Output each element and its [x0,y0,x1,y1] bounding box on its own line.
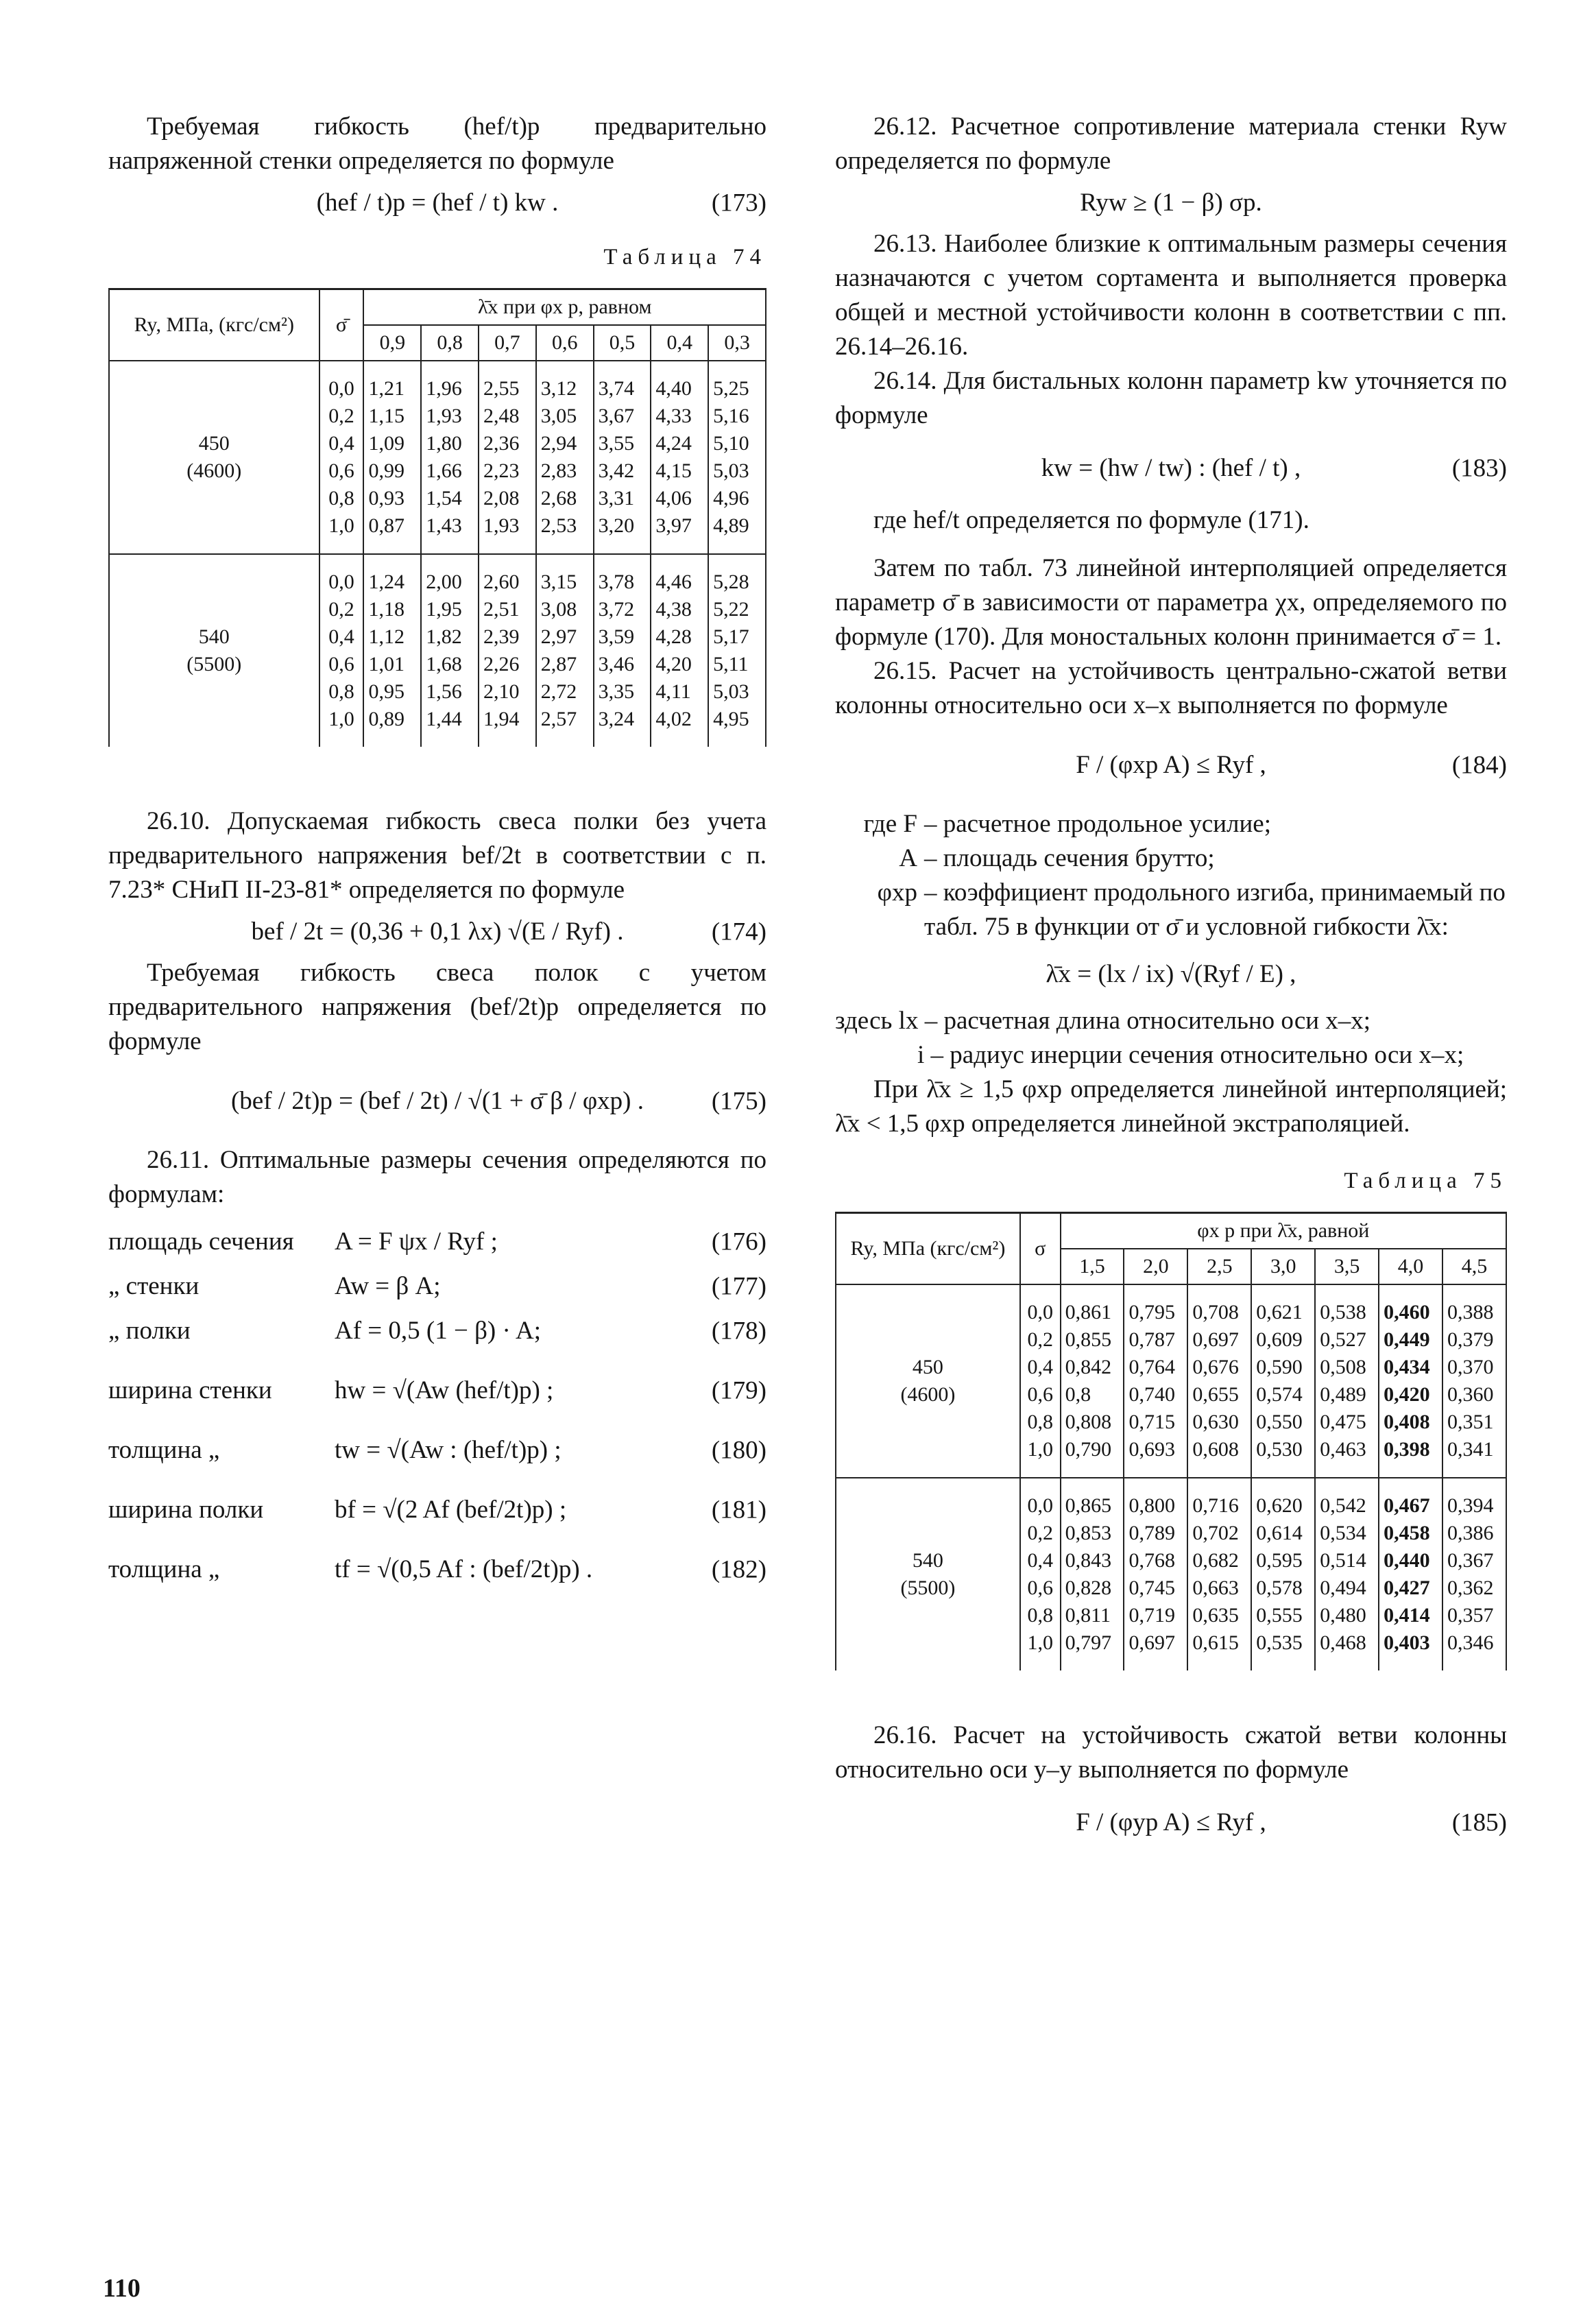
formula-ryw-expr: Ryw ≥ (1 − β) σp. [1080,189,1262,217]
formula-label: толщина „ [108,1436,220,1464]
formula-173-lhs: (hef / t)p [316,189,406,217]
table-74-caption: Таблица 74 [603,245,766,269]
formula-expr: tf = √(0,5 Af : (bef/2t)p) . [335,1555,593,1583]
table-cell: 0,865 0,853 0,843 0,828 0,811 0,797 [1061,1478,1124,1670]
formula-number: (180) [711,1436,766,1464]
formula-184-expr: F / (φxp A) ≤ Ryf , [1076,751,1266,779]
table-75-col: 4,5 [1442,1249,1506,1284]
table-cell-sigma: 0,0 0,2 0,4 0,6 0,8 1,0 [319,554,364,747]
table-cell: 0,467 0,458 0,440 0,427 0,414 0,403 [1379,1478,1442,1670]
formula-180 [108,1435,766,1465]
table-74-header-ry: Ry, МПа, (кгс/см²) [109,289,319,361]
formula-number: (176) [711,1227,766,1256]
definition-symbol: A [899,844,917,872]
table-cell: 3,78 3,72 3,59 3,46 3,35 3,24 [594,554,651,747]
formula-183-number: (183) [1451,454,1507,482]
formula-label: „ стенки [108,1272,200,1300]
table-74-header-lambda: λ̄x при φx p, равном [363,289,766,326]
formula-number: (182) [711,1555,766,1583]
formula-181 [108,1495,766,1524]
formula-expr: hw = √(Aw (hef/t)p) ; [335,1376,554,1404]
table-cell-sigma: 0,0 0,2 0,4 0,6 0,8 1,0 [1020,1478,1061,1670]
formula-184-number: (184) [1451,751,1507,779]
formula-175-number: (175) [711,1087,766,1115]
left-column [108,110,766,1614]
formula-lambda-expr: λ̄x = (lx / ix) √(Ryf / E) , [1046,960,1296,988]
table-cell: 3,15 3,08 2,97 2,87 2,72 2,57 [536,554,594,747]
table-cell-ry: 540 (5500) [836,1478,1020,1670]
table-cell-ry: 450 (4600) [836,1284,1020,1478]
formula-182 [108,1555,766,1584]
formula-184 [835,750,1507,780]
table-cell-ry: 540 (5500) [109,554,319,747]
right-column [835,110,1507,1858]
formula-185 [835,1808,1507,1837]
table-cell-ry: 450 (4600) [109,361,319,554]
table-74-header-sigma: σ̄ [319,289,364,361]
table-cell: 0,542 0,534 0,514 0,494 0,480 0,468 [1315,1478,1379,1670]
intro-paragraph: Требуемая гибкость (hef/t)p предварительно напряженной стенки определяется по формуле [108,112,766,175]
definition-item [835,807,1507,841]
table-cell: 0,460 0,449 0,434 0,420 0,408 0,398 [1379,1284,1442,1478]
formula-label: „ полки [108,1317,191,1345]
table-74-col: 0,4 [651,325,708,361]
table-cell: 3,12 3,05 2,94 2,83 2,68 2,53 [536,361,594,554]
table-75-col: 3,5 [1315,1249,1379,1284]
formula-expr: tw = √(Aw : (hef/t)p) ; [335,1436,561,1464]
table-cell: 0,394 0,386 0,367 0,362 0,357 0,346 [1442,1478,1506,1670]
definition-text: – площадь сечения брутто; [924,844,1215,872]
formula-179 [108,1376,766,1405]
table-cell: 0,621 0,609 0,590 0,574 0,550 0,530 [1251,1284,1315,1478]
formula-183-expr: kw = (hw / tw) : (hef / t) , [1041,454,1301,482]
table-cell: 0,620 0,614 0,595 0,578 0,555 0,535 [1251,1478,1315,1670]
table-75-caption: Таблица 75 [1344,1169,1507,1193]
formula-expr: bf = √(2 Af (bef/2t)p) ; [335,1496,567,1524]
formula-173-number: (173) [711,189,766,217]
formula-lambda [835,959,1507,989]
formula-number: (181) [711,1496,766,1524]
formula-175-expr: (bef / 2t)p = (bef / 2t) / √(1 + σ̄ β / φxp) . [230,1087,644,1115]
table-75 [835,1212,1507,1670]
paragraph-26-14: 26.14. Для бистальных колонн параметр kw уточняется по формуле [835,367,1507,429]
formula-174-number: (174) [711,918,766,946]
table-75-header-ry: Ry, МПа (кгс/см²) [836,1213,1020,1285]
table-75-group-540 [836,1478,1506,1670]
formula-178 [108,1316,766,1345]
formula-expr: Af = 0,5 (1 − β) · A; [335,1317,542,1345]
formula-expr: Aw = β A; [335,1272,441,1300]
definition-here-2: i – радиус инерции сечения относительно оси x–x; [917,1041,1464,1069]
paragraph-26-12: 26.12. Расчетное сопротивление материала стенки Ryw определяется по формуле [835,112,1507,175]
table-75-col: 2,5 [1187,1249,1251,1284]
definition-symbol: где F [863,810,917,838]
table-cell: 2,00 1,95 1,82 1,68 1,56 1,44 [421,554,479,747]
definition-item [835,876,1507,944]
table-74-col: 0,9 [363,325,421,361]
paragraph-26-13: 26.13. Наиболее близкие к оптимальным размеры сечения назначаются с учетом сортамента и выполняется проверка общей и местной устойчивости колонн в соответствии с пп. 26.14–26.16. [835,230,1507,361]
formula-177 [108,1271,766,1301]
where-171: где hef/t определяется по формуле (171). [873,506,1309,534]
formula-185-expr: F / (φyp A) ≤ Ryf , [1076,1808,1266,1836]
table-cell: 2,55 2,48 2,36 2,23 2,08 1,93 [479,361,536,554]
formula-number: (179) [711,1376,766,1404]
table-cell: 0,538 0,527 0,508 0,489 0,475 0,463 [1315,1284,1379,1478]
table-75-col: 1,5 [1061,1249,1124,1284]
table-cell: 1,24 1,18 1,12 1,01 0,95 0,89 [363,554,421,747]
table-cell: 4,46 4,38 4,28 4,20 4,11 4,02 [651,554,708,747]
table-74 [108,288,766,747]
table-cell: 0,716 0,702 0,682 0,663 0,635 0,615 [1187,1478,1251,1670]
table-cell: 0,800 0,789 0,768 0,745 0,719 0,697 [1124,1478,1187,1670]
table-cell-sigma: 0,0 0,2 0,4 0,6 0,8 1,0 [319,361,364,554]
formula-183 [835,453,1507,483]
formula-label: ширина полки [108,1496,264,1524]
formula-list [108,1227,766,1584]
table-cell: 1,21 1,15 1,09 0,99 0,93 0,87 [363,361,421,554]
paragraph-26-16: 26.16. Расчет на устойчивость сжатой ветви колонны относительно оси y–y выполняется по формуле [835,1721,1507,1784]
table-75-group-450 [836,1284,1506,1478]
table-74-col: 0,3 [708,325,766,361]
definition-symbol: φxp [877,878,917,907]
table-74-col: 0,5 [594,325,651,361]
definition-here: здесь lx – расчетная длина относительно оси x–x; [835,1007,1371,1035]
paragraph-interpolation-rule: При λ̄x ≥ 1,5 φxp определяется линейной интерполяцией; λ̄x < 1,5 φxp определяется линейной экстраполяцией. [835,1075,1507,1138]
table-cell: 0,388 0,379 0,370 0,360 0,351 0,341 [1442,1284,1506,1478]
formula-173-rhs: = (hef / t) kw . [411,189,559,217]
table-74-group-540 [109,554,766,747]
formula-number: (177) [711,1272,766,1300]
definitions-list [835,807,1507,944]
formula-label: площадь сечения [108,1227,294,1256]
formula-174-expr: bef / 2t = (0,36 + 0,1 λx) √(E / Ryf) . [251,918,624,946]
table-74-col: 0,7 [479,325,536,361]
definition-text: – расчетное продольное усилие; [924,810,1272,838]
formula-175 [108,1086,766,1116]
formula-label: ширина стенки [108,1376,272,1404]
table-75-col: 3,0 [1251,1249,1315,1284]
formula-expr: A = F ψx / Ryf ; [335,1227,498,1256]
formula-ryw [835,188,1507,217]
table-cell: 1,96 1,93 1,80 1,66 1,54 1,43 [421,361,479,554]
table-cell: 5,25 5,16 5,10 5,03 4,96 4,89 [708,361,766,554]
paragraph-required-flexibility: Требуемая гибкость свеса полок с учетом предварительного напряжения (bef/2t)p определяется по формуле [108,959,766,1055]
definition-text: – коэффициент продольного изгиба, принимаемый по табл. 75 в функции от σ̄ и условной гибкости λ̄x: [924,878,1506,941]
table-cell: 0,795 0,787 0,764 0,740 0,715 0,693 [1124,1284,1187,1478]
table-75-col: 2,0 [1124,1249,1187,1284]
paragraph-26-15: 26.15. Расчет на устойчивость центрально-сжатой ветви колонны относительно оси x–x выполняется по формуле [835,657,1507,719]
table-cell: 3,74 3,67 3,55 3,42 3,31 3,20 [594,361,651,554]
formula-173 [108,188,766,217]
table-cell: 5,28 5,22 5,17 5,11 5,03 4,95 [708,554,766,747]
formula-label: толщина „ [108,1555,220,1583]
paragraph-26-10: 26.10. Допускаемая гибкость свеса полки без учета предварительного напряжения bef/2t в соответствии с п. 7.23* СНиП II-23-81* определяется по формуле [108,807,766,904]
table-cell: 4,40 4,33 4,24 4,15 4,06 3,97 [651,361,708,554]
formula-176 [108,1227,766,1256]
formula-number: (178) [711,1317,766,1345]
paragraph-interpolation: Затем по табл. 73 линейной интерполяцией определяется параметр σ̄ в зависимости от параметра χx, определяемого по формуле (170). Для моностальных колонн принимается σ̄ = 1. [835,554,1507,651]
table-75-header-phi: φx p при λ̄x, равной [1061,1213,1506,1249]
paragraph-26-11: 26.11. Оптимальные размеры сечения определяются по формулам: [108,1146,766,1208]
table-75-col: 4,0 [1379,1249,1442,1284]
table-74-col: 0,6 [536,325,594,361]
table-cell: 0,861 0,855 0,842 0,8 0,808 0,790 [1061,1284,1124,1478]
formula-185-number: (185) [1451,1808,1507,1836]
table-75-header-sigma: σ [1020,1213,1061,1285]
table-cell: 0,708 0,697 0,676 0,655 0,630 0,608 [1187,1284,1251,1478]
table-cell-sigma: 0,0 0,2 0,4 0,6 0,8 1,0 [1020,1284,1061,1478]
table-cell: 2,60 2,51 2,39 2,26 2,10 1,94 [479,554,536,747]
page-number: 110 [103,2274,141,2303]
definition-item [835,841,1507,876]
table-74-group-450 [109,361,766,554]
table-74-col: 0,8 [421,325,479,361]
formula-174 [108,917,766,946]
